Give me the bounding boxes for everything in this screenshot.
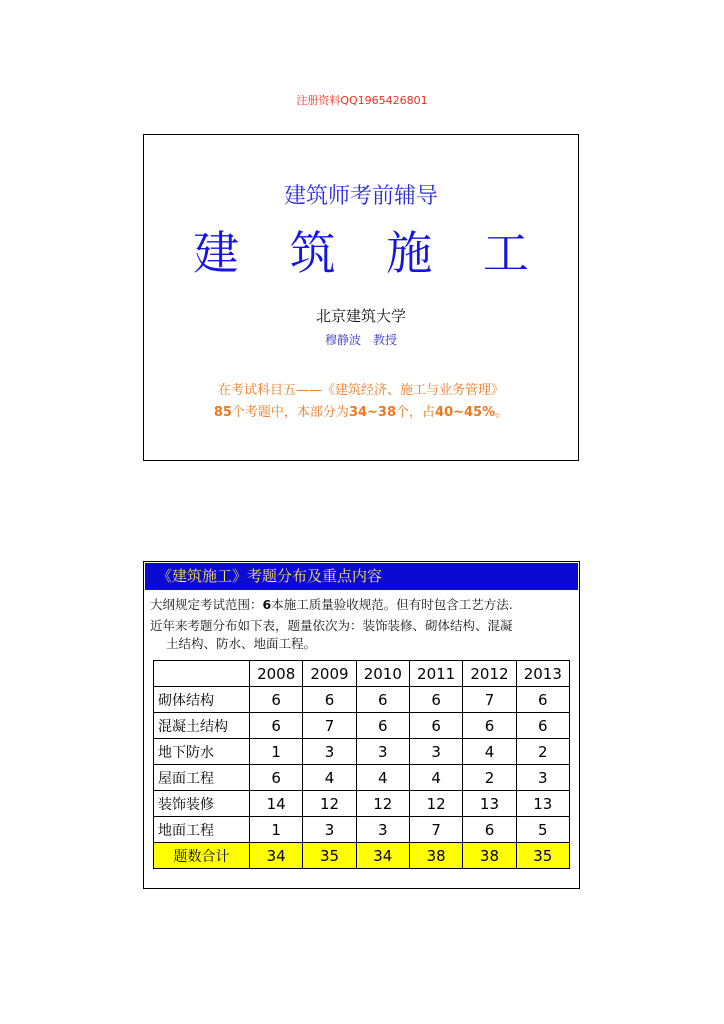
slide-header: 《建筑施工》考题分布及重点内容	[145, 563, 578, 590]
table-cell: 6	[250, 687, 303, 713]
row-label: 地下防水	[154, 739, 250, 765]
table-cell: 4	[356, 765, 409, 791]
note-text-b: 个，占	[396, 405, 436, 420]
row-label: 装饰装修	[154, 791, 250, 817]
year-header: 2011	[409, 661, 462, 687]
exam-note-line2	[144, 401, 578, 420]
author-title: 教授	[373, 333, 398, 347]
table-cell: 6	[516, 687, 569, 713]
note-text-a: 个考题中，本部分为	[231, 405, 349, 420]
table-cell: 6	[516, 713, 569, 739]
table-cell: 1	[250, 739, 303, 765]
university-name: 北京建筑大学	[315, 307, 406, 325]
exam-note-line1: 在考试科目五——《建筑经济、施工与业务管理》	[217, 383, 504, 398]
table-cell: 7	[303, 713, 356, 739]
table-row	[154, 817, 570, 843]
distribution-line-cont: 土结构、防水、地面工程。	[166, 636, 317, 651]
table-total-row	[154, 843, 570, 869]
exam-distribution-table	[153, 660, 570, 869]
table-cell: 7	[463, 687, 516, 713]
table-cell: 14	[250, 791, 303, 817]
table-cell: 6	[250, 765, 303, 791]
scope-text-a: 大纲规定考试范围：	[150, 597, 263, 612]
table-row	[154, 765, 570, 791]
author-line	[144, 331, 578, 348]
table-cell: 3	[356, 739, 409, 765]
year-header: 2013	[516, 661, 569, 687]
table-cell: 6	[409, 687, 462, 713]
total-cell: 34	[356, 843, 409, 869]
table-cell: 1	[250, 817, 303, 843]
note-range: 34~38	[348, 405, 397, 420]
scope-line	[150, 595, 575, 613]
table-row	[154, 713, 570, 739]
table-cell: 3	[516, 765, 569, 791]
total-cell: 35	[516, 843, 569, 869]
table-cell: 2	[516, 739, 569, 765]
author-name: 穆静波	[324, 333, 361, 347]
table-cell: 3	[303, 817, 356, 843]
table-row	[154, 791, 570, 817]
table-cell: 4	[303, 765, 356, 791]
slide-title: 建 筑 施 工	[193, 226, 547, 280]
note-percent: 40~45%	[435, 405, 496, 420]
slide-subtitle: 建筑师考前辅导	[283, 184, 438, 209]
row-label: 地面工程	[154, 817, 250, 843]
table-cell: 4	[463, 739, 516, 765]
table-cell: 12	[356, 791, 409, 817]
title-slide	[143, 134, 579, 461]
note-text-c: 。	[495, 405, 509, 420]
table-cell: 6	[356, 687, 409, 713]
table-cell: 13	[463, 791, 516, 817]
table-cell: 6	[303, 687, 356, 713]
table-cell: 3	[303, 739, 356, 765]
scope-text-b: 本施工质量验收规范。但有时包含工艺方法.	[271, 597, 513, 612]
table-cell: 2	[463, 765, 516, 791]
table-cell: 12	[303, 791, 356, 817]
year-header: 2008	[250, 661, 303, 687]
table-cell: 12	[409, 791, 462, 817]
table-cell: 3	[356, 817, 409, 843]
row-label: 砌体结构	[154, 687, 250, 713]
distribution-line: 近年来考题分布如下表，题量依次为：装饰装修、砌体结构、混凝	[150, 618, 513, 633]
table-cell: 6	[463, 817, 516, 843]
year-header: 2009	[303, 661, 356, 687]
table-cell: 5	[516, 817, 569, 843]
row-label: 屋面工程	[154, 765, 250, 791]
scope-count: 6	[262, 597, 272, 612]
row-label: 混凝土结构	[154, 713, 250, 739]
total-cell: 34	[250, 843, 303, 869]
table-cell: 3	[409, 739, 462, 765]
total-cell: 38	[409, 843, 462, 869]
table-cell: 6	[409, 713, 462, 739]
note-count: 85	[213, 405, 232, 420]
watermark-text: 注册资料QQ1965426801	[296, 94, 428, 107]
table-cell: 6	[356, 713, 409, 739]
table-header-row	[154, 661, 570, 687]
total-label: 题数合计	[154, 843, 250, 869]
year-header: 2010	[356, 661, 409, 687]
table-cell: 6	[250, 713, 303, 739]
table-cell: 13	[516, 791, 569, 817]
table-corner-cell	[154, 661, 250, 687]
table-cell: 6	[463, 713, 516, 739]
total-cell: 35	[303, 843, 356, 869]
table-row	[154, 739, 570, 765]
table-cell: 4	[409, 765, 462, 791]
total-cell: 38	[463, 843, 516, 869]
distribution-slide	[143, 561, 580, 889]
table-cell: 7	[409, 817, 462, 843]
table-row	[154, 687, 570, 713]
year-header: 2012	[463, 661, 516, 687]
